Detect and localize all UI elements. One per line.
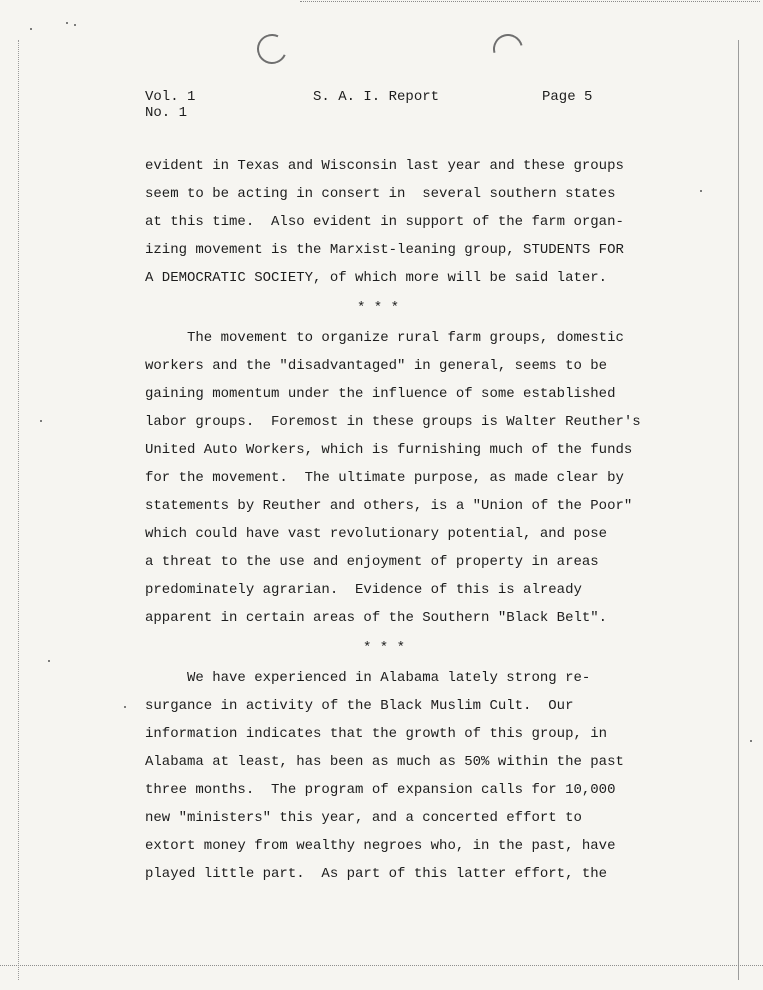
- scan-speck: [74, 24, 76, 26]
- number-label: No. 1: [145, 105, 188, 121]
- text-line: new "ministers" this year, and a concerted effort to: [145, 810, 582, 826]
- text-line: a threat to the use and enjoyment of property in areas: [145, 554, 599, 570]
- section-separator: * * *: [357, 300, 400, 316]
- scan-artifact-top: [300, 1, 760, 2]
- scan-speck: [66, 22, 68, 24]
- punch-hole-right: [488, 29, 529, 70]
- text-line: for the movement. The ultimate purpose, as made clear by: [145, 470, 624, 486]
- text-line: apparent in certain areas of the Southern "Black Belt".: [145, 610, 608, 626]
- scan-speck: [40, 420, 42, 422]
- text-line: Alabama at least, has been as much as 50% within the past: [145, 754, 624, 770]
- report-title: S. A. I. Report: [313, 89, 440, 105]
- text-line: United Auto Workers, which is furnishing much of the funds: [145, 442, 633, 458]
- scan-artifact-right: [738, 40, 739, 980]
- text-line: three months. The program of expansion calls for 10,000: [145, 782, 616, 798]
- scan-speck: [700, 190, 702, 192]
- text-line: workers and the "disadvantaged" in general, seems to be: [145, 358, 608, 374]
- text-line: predominately agrarian. Evidence of this is already: [145, 582, 582, 598]
- text-line: The movement to organize rural farm groups, domestic: [145, 330, 624, 346]
- text-line: statements by Reuther and others, is a "Union of the Poor": [145, 498, 633, 514]
- text-line: played little part. As part of this latter effort, the: [145, 866, 608, 882]
- page-number: Page 5: [542, 89, 593, 105]
- text-line: izing movement is the Marxist-leaning group, STUDENTS FOR: [145, 242, 624, 258]
- scan-artifact-left: [18, 40, 19, 980]
- text-line: A DEMOCRATIC SOCIETY, of which more will be said later.: [145, 270, 608, 286]
- scan-speck: [48, 660, 50, 662]
- text-line: evident in Texas and Wisconsin last year and these groups: [145, 158, 624, 174]
- section-separator: * * *: [363, 640, 406, 656]
- scan-artifact-bottom: [0, 965, 763, 966]
- punch-hole-left: [253, 30, 291, 68]
- text-line: information indicates that the growth of this group, in: [145, 726, 608, 742]
- text-line: which could have vast revolutionary potential, and pose: [145, 526, 608, 542]
- volume-label: Vol. 1: [145, 89, 196, 105]
- scan-speck: [124, 706, 126, 708]
- text-line: surgance in activity of the Black Muslim Cult. Our: [145, 698, 574, 714]
- text-line: We have experienced in Alabama lately strong re-: [145, 670, 591, 686]
- text-line: gaining momentum under the influence of some established: [145, 386, 616, 402]
- text-line: extort money from wealthy negroes who, in the past, have: [145, 838, 616, 854]
- text-line: at this time. Also evident in support of the farm organ-: [145, 214, 624, 230]
- scan-speck: [750, 740, 752, 742]
- text-line: seem to be acting in consert in several southern states: [145, 186, 616, 202]
- scan-speck: [30, 28, 32, 30]
- text-line: labor groups. Foremost in these groups is Walter Reuther's: [145, 414, 641, 430]
